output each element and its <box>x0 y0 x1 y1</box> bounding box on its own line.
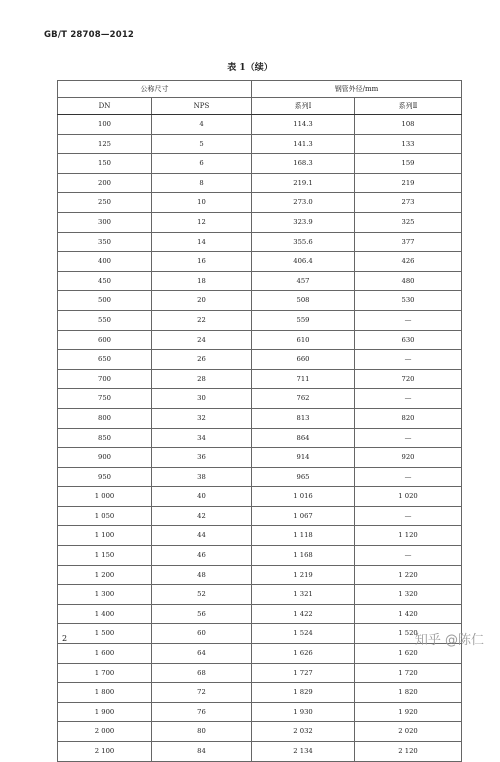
nps-cell: 4 <box>152 115 252 135</box>
table-row <box>58 115 462 135</box>
series-2-cell: 1 820 <box>355 683 462 703</box>
dn-cell: 350 <box>58 232 152 252</box>
series-2-cell: 1 620 <box>355 644 462 664</box>
dn-cell: 650 <box>58 350 152 370</box>
nps-cell: 64 <box>152 644 252 664</box>
series-2-cell: 1 420 <box>355 604 462 624</box>
series-1-cell: 1 727 <box>252 663 355 683</box>
series-1-cell: 762 <box>252 389 355 409</box>
dn-cell: 250 <box>58 193 152 213</box>
series-2-cell: — <box>355 310 462 330</box>
table-row <box>58 330 462 350</box>
table-row <box>58 271 462 291</box>
table-row <box>58 369 462 389</box>
series-1-cell: 141.3 <box>252 134 355 154</box>
series-2-cell: 630 <box>355 330 462 350</box>
series-2-cell: 1 720 <box>355 663 462 683</box>
nps-cell: 12 <box>152 212 252 232</box>
nps-cell: 6 <box>152 154 252 174</box>
dn-cell: 300 <box>58 212 152 232</box>
standard-code: GB/T 28708—2012 <box>44 30 135 40</box>
nps-cell: 42 <box>152 506 252 526</box>
nps-cell: 56 <box>152 604 252 624</box>
table-row <box>58 644 462 664</box>
nps-cell: 44 <box>152 526 252 546</box>
table-row <box>58 212 462 232</box>
table-row <box>58 624 462 644</box>
table-row <box>58 252 462 272</box>
nps-cell: 76 <box>152 702 252 722</box>
dn-cell: 600 <box>58 330 152 350</box>
series-2-cell: 820 <box>355 408 462 428</box>
dn-cell: 2 100 <box>58 742 152 762</box>
series-1-cell: 914 <box>252 448 355 468</box>
dn-cell: 1 050 <box>58 506 152 526</box>
series-1-cell: 1 626 <box>252 644 355 664</box>
table-row <box>58 350 462 370</box>
nps-cell: 34 <box>152 428 252 448</box>
dn-cell: 1 500 <box>58 624 152 644</box>
column-header-nps: NPS <box>152 98 252 115</box>
series-2-cell: — <box>355 428 462 448</box>
dn-cell: 1 400 <box>58 604 152 624</box>
series-2-cell: — <box>355 506 462 526</box>
nps-cell: 5 <box>152 134 252 154</box>
dn-cell: 200 <box>58 173 152 193</box>
series-2-cell: — <box>355 467 462 487</box>
series-1-cell: 610 <box>252 330 355 350</box>
series-2-cell: 1 020 <box>355 487 462 507</box>
table-row <box>58 702 462 722</box>
dn-cell: 550 <box>58 310 152 330</box>
series-1-cell: 2 032 <box>252 722 355 742</box>
table-row <box>58 154 462 174</box>
table-title: 表 1（续） <box>227 63 273 73</box>
series-2-cell: — <box>355 350 462 370</box>
nps-cell: 30 <box>152 389 252 409</box>
nps-cell: 36 <box>152 448 252 468</box>
table-row <box>58 408 462 428</box>
dn-cell: 1 700 <box>58 663 152 683</box>
dn-cell: 1 600 <box>58 644 152 664</box>
table-row <box>58 722 462 742</box>
series-2-cell: — <box>355 389 462 409</box>
dn-cell: 1 200 <box>58 565 152 585</box>
dn-cell: 1 900 <box>58 702 152 722</box>
dn-cell: 1 150 <box>58 546 152 566</box>
dn-cell: 750 <box>58 389 152 409</box>
nps-cell: 38 <box>152 467 252 487</box>
series-1-cell: 1 422 <box>252 604 355 624</box>
series-1-cell: 660 <box>252 350 355 370</box>
dn-cell: 450 <box>58 271 152 291</box>
series-2-cell: 325 <box>355 212 462 232</box>
dn-cell: 700 <box>58 369 152 389</box>
series-2-cell: 273 <box>355 193 462 213</box>
nps-cell: 52 <box>152 585 252 605</box>
table-row <box>58 585 462 605</box>
series-2-cell: 1 120 <box>355 526 462 546</box>
series-2-cell: 1 920 <box>355 702 462 722</box>
series-1-cell: 1 930 <box>252 702 355 722</box>
series-2-cell: 108 <box>355 115 462 135</box>
series-1-cell: 457 <box>252 271 355 291</box>
dn-cell: 900 <box>58 448 152 468</box>
nps-cell: 68 <box>152 663 252 683</box>
series-2-cell: 920 <box>355 448 462 468</box>
nps-cell: 46 <box>152 546 252 566</box>
table-row <box>58 487 462 507</box>
series-1-cell: 406.4 <box>252 252 355 272</box>
series-2-cell: — <box>355 546 462 566</box>
dn-cell: 1 100 <box>58 526 152 546</box>
series-2-cell: 1 320 <box>355 585 462 605</box>
nps-cell: 40 <box>152 487 252 507</box>
series-2-cell: 159 <box>355 154 462 174</box>
table-row <box>58 546 462 566</box>
series-2-cell: 2 020 <box>355 722 462 742</box>
table-row <box>58 663 462 683</box>
table-row <box>58 232 462 252</box>
nps-cell: 48 <box>152 565 252 585</box>
table-row <box>58 604 462 624</box>
dn-cell: 850 <box>58 428 152 448</box>
table-row <box>58 742 462 762</box>
series-1-cell: 2 134 <box>252 742 355 762</box>
dn-cell: 800 <box>58 408 152 428</box>
dn-cell: 1 300 <box>58 585 152 605</box>
table-row <box>58 134 462 154</box>
dn-cell: 500 <box>58 291 152 311</box>
page-number: 2 <box>62 634 68 643</box>
table-row <box>58 193 462 213</box>
dn-cell: 1 000 <box>58 487 152 507</box>
series-1-cell: 168.3 <box>252 154 355 174</box>
table-row <box>58 448 462 468</box>
nps-cell: 22 <box>152 310 252 330</box>
series-2-cell: 720 <box>355 369 462 389</box>
series-2-cell: 530 <box>355 291 462 311</box>
dn-cell: 100 <box>58 115 152 135</box>
column-header-dn: DN <box>58 98 152 115</box>
series-2-cell: 480 <box>355 271 462 291</box>
series-2-cell: 133 <box>355 134 462 154</box>
nps-cell: 24 <box>152 330 252 350</box>
series-1-cell: 711 <box>252 369 355 389</box>
series-1-cell: 559 <box>252 310 355 330</box>
series-1-cell: 1 118 <box>252 526 355 546</box>
table-row <box>58 565 462 585</box>
dn-cell: 1 800 <box>58 683 152 703</box>
nps-cell: 10 <box>152 193 252 213</box>
table-row <box>58 683 462 703</box>
dn-cell: 400 <box>58 252 152 272</box>
nps-cell: 28 <box>152 369 252 389</box>
series-1-cell: 114.3 <box>252 115 355 135</box>
nps-cell: 18 <box>152 271 252 291</box>
nps-cell: 32 <box>152 408 252 428</box>
series-2-cell: 219 <box>355 173 462 193</box>
series-1-cell: 323.9 <box>252 212 355 232</box>
series-2-cell: 2 120 <box>355 742 462 762</box>
group-header-nominal-size: 公称尺寸 <box>58 81 252 98</box>
table-row <box>58 506 462 526</box>
nps-cell: 80 <box>152 722 252 742</box>
table-row <box>58 526 462 546</box>
dn-cell: 2 000 <box>58 722 152 742</box>
series-2-cell: 1 520 <box>355 624 462 644</box>
series-1-cell: 1 016 <box>252 487 355 507</box>
series-2-cell: 426 <box>355 252 462 272</box>
column-header-series-2: 系列Ⅱ <box>355 98 462 115</box>
series-2-cell: 377 <box>355 232 462 252</box>
series-1-cell: 508 <box>252 291 355 311</box>
series-1-cell: 813 <box>252 408 355 428</box>
group-header-outer-diameter: 钢管外径/mm <box>252 81 462 98</box>
series-1-cell: 864 <box>252 428 355 448</box>
dn-cell: 950 <box>58 467 152 487</box>
watermark <box>415 629 484 648</box>
series-1-cell: 355.6 <box>252 232 355 252</box>
series-1-cell: 219.1 <box>252 173 355 193</box>
series-1-cell: 1 219 <box>252 565 355 585</box>
dn-cell: 125 <box>58 134 152 154</box>
table-row <box>58 428 462 448</box>
nps-cell: 14 <box>152 232 252 252</box>
nps-cell: 26 <box>152 350 252 370</box>
series-1-cell: 273.0 <box>252 193 355 213</box>
series-1-cell: 1 168 <box>252 546 355 566</box>
nps-cell: 84 <box>152 742 252 762</box>
nps-cell: 60 <box>152 624 252 644</box>
table-row <box>58 291 462 311</box>
nps-cell: 8 <box>152 173 252 193</box>
pipe-size-table <box>57 80 462 762</box>
dn-cell: 150 <box>58 154 152 174</box>
column-header-series-1: 系列Ⅰ <box>252 98 355 115</box>
table-row <box>58 467 462 487</box>
series-1-cell: 965 <box>252 467 355 487</box>
watermark-text: 知乎 @陈仁 <box>414 633 484 648</box>
series-1-cell: 1 321 <box>252 585 355 605</box>
table-row <box>58 173 462 193</box>
table-row <box>58 389 462 409</box>
series-1-cell: 1 524 <box>252 624 355 644</box>
series-1-cell: 1 829 <box>252 683 355 703</box>
series-2-cell: 1 220 <box>355 565 462 585</box>
nps-cell: 16 <box>152 252 252 272</box>
series-1-cell: 1 067 <box>252 506 355 526</box>
nps-cell: 72 <box>152 683 252 703</box>
nps-cell: 20 <box>152 291 252 311</box>
table-row <box>58 310 462 330</box>
